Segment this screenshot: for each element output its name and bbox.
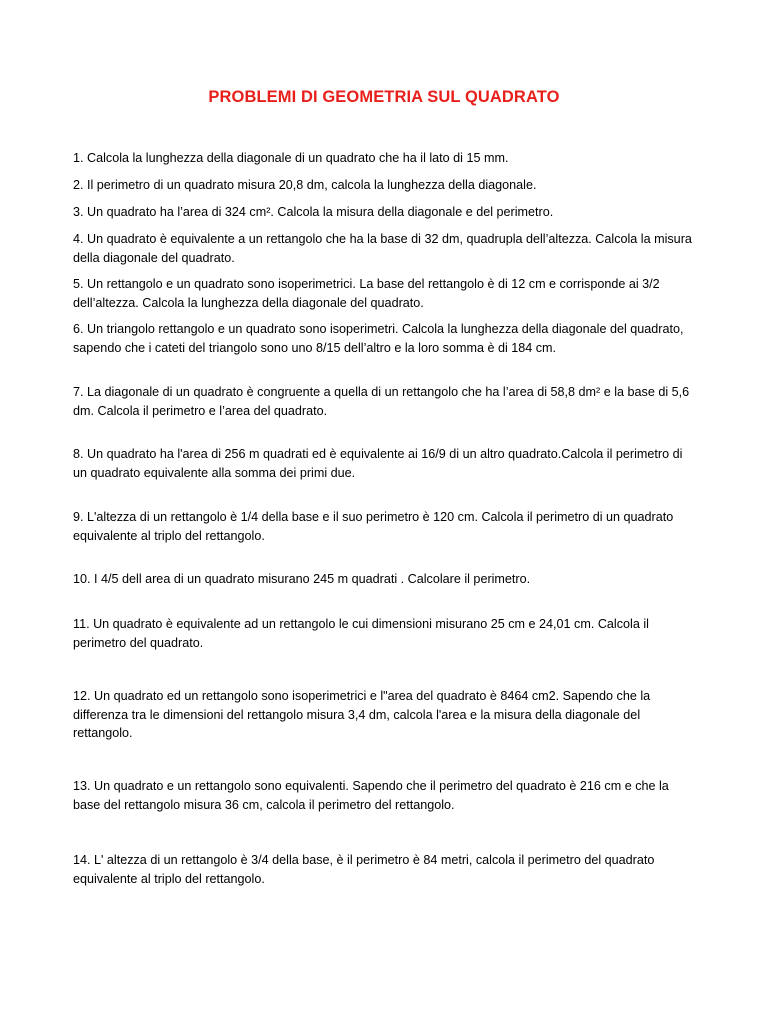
problem-12: 12. Un quadrato ed un rettangolo sono isoperimetrici e l"area del quadrato è 8464 cm2. Sapendo che la differenza tra le dimensioni del rettangolo misura 3,4 dm, calcola l'area e la misura della diagonale del rettangolo. — [73, 689, 651, 740]
problem-1: 1. Calcola la lunghezza della diagonale di un quadrato che ha il lato di 15 mm. — [73, 151, 509, 165]
problem-14: 14. L' altezza di un rettangolo è 3/4 della base, è il perimetro è 84 metri, calcola il perimetro del quadrato equivalente al triplo del rettangolo. — [73, 853, 655, 886]
problem-4: 4. Un quadrato è equivalente a un rettangolo che ha la base di 32 dm, quadrupla dell’altezza. Calcola la misura della diagonale del quadrato. — [73, 232, 692, 265]
problem-3: 3. Un quadrato ha l’area di 324 cm². Calcola la misura della diagonale e del perimetro. — [73, 205, 554, 219]
problem-7: 7. La diagonale di un quadrato è congruente a quella di un rettangolo che ha l’area di 58,8 dm² e la base di 5,6 dm. Calcola il perimetro e l’area del quadrato. — [73, 385, 690, 418]
problem-11: 11. Un quadrato è equivalente ad un rettangolo le cui dimensioni misurano 25 cm e 24,01 cm. Calcola il perimetro del quadrato. — [73, 617, 649, 650]
problem-5: 5. Un rettangolo e un quadrato sono isoperimetrici. La base del rettangolo è di 12 cm e corrisponde ai 3/2 dell’altezza. Calcola la lunghezza della diagonale del quadrato. — [73, 277, 660, 310]
problem-13: 13. Un quadrato e un rettangolo sono equivalenti. Sapendo che il perimetro del quadrato è 216 cm e che la base del rettangolo misura 36 cm, calcola il perimetro del rettangolo. — [73, 779, 669, 812]
problem-10: 10. I 4/5 dell area di un quadrato misurano 245 m quadrati . Calcolare il perimetro. — [73, 572, 531, 586]
problem-6: 6. Un triangolo rettangolo e un quadrato sono isoperimetri. Calcola la lunghezza della diagonale del quadrato, sapendo che i cateti del triangolo sono uno 8/15 dell’altro e la loro somma è di 184 cm. — [73, 322, 684, 355]
problem-2: 2. Il perimetro di un quadrato misura 20,8 dm, calcola la lunghezza della diagonale. — [73, 178, 537, 192]
problem-9: 9. L'altezza di un rettangolo è 1/4 della base e il suo perimetro è 120 cm. Calcola il perimetro di un quadrato equivalente al triplo del rettangolo. — [73, 510, 674, 543]
problem-8: 8. Un quadrato ha l'area di 256 m quadrati ed è equivalente ai 16/9 di un altro quadrato.Calcola il perimetro di un quadrato equivalente alla somma dei primi due. — [73, 447, 683, 480]
page-title: PROBLEMI DI GEOMETRIA SUL QUADRATO — [208, 88, 560, 106]
